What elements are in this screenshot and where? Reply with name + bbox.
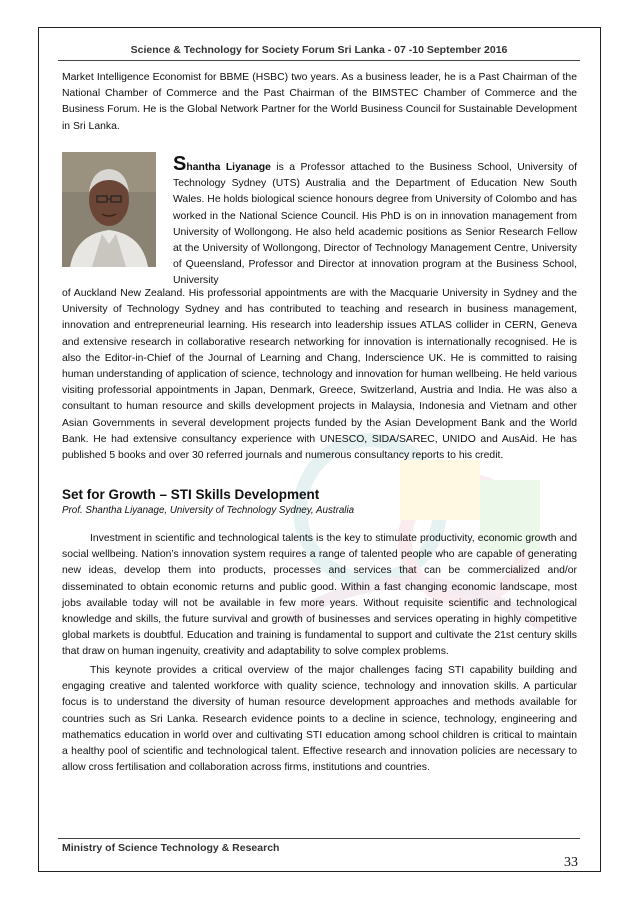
running-header: Science & Technology for Society Forum Sri Lanka - 07 -10 September 2016 <box>130 44 508 56</box>
footer-rule <box>58 838 580 839</box>
section-paragraph-2: This keynote provides a critical overview of the major challenges facing STI capability building and engaging creative and talented workforce with quality science, technology and innovation skills. A particular focus is to understand the diversity of human resource development approaches and methods available for countries such as Sri Lanka. Research evidence points to a decline in science, technology, engineering and mathematics education in world over and cultivating STI education among school children is critical to maintain a healthy pool of scientific and technological talent. Effective research and innovation policies are necessary to allow cross fertilisation and collaboration across firms, institutions and countries. <box>62 665 577 774</box>
bio-name: hantha Liyanage <box>186 162 271 173</box>
bio-paragraph-top <box>173 153 577 290</box>
bio-dropcap: S <box>173 153 187 175</box>
section-title: Set for Growth – STI Skills Development <box>62 487 320 502</box>
section-author: Prof. Shantha Liyanage, University of Technology Sydney, Australia <box>62 505 355 516</box>
paragraph-previous-bio: Market Intelligence Economist for BBME (HSBC) two years. As a business leader, he is a Past Chairman of the National Chamber of Commerce and the Past Chairman of the BIMSTEC Chamber of Commerce and the Business Forum. He is the Global Network Partner for the World Business Council for Sustainable Development in Sri Lanka. <box>62 72 577 132</box>
header-rule <box>58 60 580 61</box>
portrait-photo <box>62 152 156 267</box>
section-paragraph-1: Investment in scientific and technological talents is the key to stimulate productivity, economic growth and social wellbeing. Nation’s innovation system requires a range of talented people who are capable of generating new ideas, develop them into products, processes and services that can be commercialized and/or disseminated to obtain economic returns and public good. Within a fast changing economic landscape, most jobs available today will not be available in few more years. Without requisite scientific and technological knowledge and skills, the future survival and growth of businesses and services operating in highly competitive global markets is doubtful. Education and training is fundamental to support and cultivate the 21st century skills that draw on human ingenuity, creativity and adaptability to solve complex problems. <box>62 533 577 658</box>
page-number: 33 <box>564 855 578 870</box>
bio-text-top: is a Professor attached to the Business School, University of Technology Sydney (UTS) Australia and the Department of Education New South Wales. He holds biological science honours degree from University of Colombo and has worked in the National Science Council. His PhD is on in innovation management from University of Wollongong. He also held academic positions as Senior Research Fellow at the University of Wollongong, Director of Technology Management Centre, University of Queensland, Professor and Director at innovation program at the Business School, University <box>173 162 577 287</box>
footer-ministry: Ministry of Science Technology & Research <box>62 842 280 854</box>
bio-paragraph-bottom: of Auckland New Zealand. His professorial appointments are with the Macquarie University in Sydney and the University of Technology Sydney and has contributed to teaching and research in business management, innovation and entrepreneurial learning. His research into leadership issues ATLAS collider in CERN, Geneva and extensive research in collaborative research networking for innovation is internationally recognised. He is also the Editor-in-Chief of the Journal of Learning and Chang, Inderscience UK. He is committed to raising human understanding of application of science, technology and innovation for human wellbeing. He held various visiting professorial appointments in Japan, Denmark, Greece, Switzerland, Austria and India. He was also a consultant to human resource and skills development projects in Malaysia, Indonesia and Vietnam and other Asian Governments in several development projects funded by the Asian Development Bank and the World Bank. He had extensive consultancy experience with UNESCO, SIDA/SAREC, UNIDO and AusAid. He has published 5 books and over 30 referred journals and numerous consultancy reports to his credit. <box>62 288 577 462</box>
